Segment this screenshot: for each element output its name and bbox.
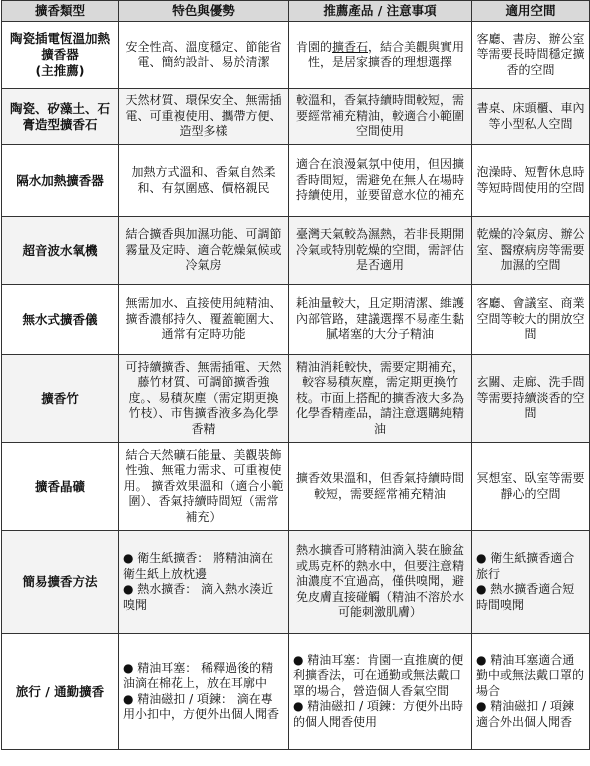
row-space: 客廳、會議室、商業空間等較大的開放空間 (472, 285, 590, 355)
row-type: 隔水加熱擴香器 (2, 145, 119, 217)
row-space: 客廳、書房、辦公室等需要長時間穩定擴香的空間 (472, 22, 590, 89)
row-type: 旅行 / 通勤擴香 (2, 634, 119, 750)
list-item: ● 熱水擴香適合短時間嗅聞 (476, 582, 585, 613)
table-row (2, 285, 590, 355)
row-recommend: 精油消耗較快，需要定期補充，較容易積灰塵，需定期更換竹枝。市面上搭配的擴香液大多為化學香精產品，請注意選購純精油 (289, 355, 472, 443)
row-type: 擴香竹 (2, 355, 119, 443)
row-space (472, 531, 590, 634)
row-features: 無需加水、直接使用純精油、擴香濃郁持久、覆蓋範圍大、通常有定時功能 (119, 285, 289, 355)
row-recommend: 較溫和，香氣持續時間較短，需要經常補充精油，較適合小範圍空間使用 (289, 89, 472, 145)
table-row (2, 355, 590, 443)
table-row (2, 634, 590, 750)
row-type: 陶瓷插電恆溫加熱擴香器 (主推薦) (2, 22, 119, 89)
row-type: 擴香晶礦 (2, 443, 119, 531)
diffuser-comparison-table (1, 0, 590, 750)
list-item: ● 衛生紙擴香適合旅行 (476, 551, 585, 582)
row-recommend (289, 634, 472, 750)
table-row (2, 22, 590, 89)
list-item: ● 精油耳塞： 稀釋過後的精油滴在棉花上，放在耳廓中 (123, 661, 284, 692)
row-space: 乾燥的冷氣房、辦公室、醫療病房等需要加濕的空間 (472, 217, 590, 285)
list-item: ● 精油耳塞適合通勤中或無法戴口罩的場合 (476, 653, 585, 700)
row-recommend: 耗油量較大，且定期清潔、維護內部管路，建議選擇不易產生黏膩堵塞的大分子精油 (289, 285, 472, 355)
row-features: 安全性高、溫度穩定、節能省電、簡約設計、易於清潔 (119, 22, 289, 89)
table-header-row (2, 1, 590, 22)
table-row (2, 89, 590, 145)
row-features: 結合天然礦石能量、美觀裝飾性強、無電力需求、可重複使用。 擴香效果溫和（適合小範圍）、香氣持續時間短（需常補充） (119, 443, 289, 531)
row-features (119, 634, 289, 750)
product-link[interactable]: 擴香石 (331, 39, 368, 54)
list-item: ● 精油磁扣 / 項鍊： 滴在專用小扣中，方便外出個人聞香 (123, 692, 284, 723)
table-row (2, 443, 590, 531)
row-space: 泡澡時、短暫休息時等短時間使用的空間 (472, 145, 590, 217)
row-type: 無水式擴香儀 (2, 285, 119, 355)
row-recommend: 適合在浪漫氣氛中使用，但因擴香時間短，需避免在無人在場時持續使用，並要留意水位的補充 (289, 145, 472, 217)
row-features: 可持續擴香、無需插電、天然藤竹材質、可調節擴香強度。、易積灰塵（需定期更換竹枝）、市售擴香液多為化學香精 (119, 355, 289, 443)
row-features (119, 531, 289, 634)
list-item: ● 衛生紙擴香： 將精油滴在衛生紙上放枕邊 (123, 551, 284, 582)
list-item: ● 熱水擴香： 滴入熱水湊近嗅聞 (123, 582, 284, 613)
table-row (2, 217, 590, 285)
row-space: 書桌、床頭櫃、車內等小型私人空間 (472, 89, 590, 145)
row-type: 超音波水氧機 (2, 217, 119, 285)
row-recommend: 臺灣天氣較為濕熱，若非長期開冷氣或特別乾燥的空間，需評估是否適用 (289, 217, 472, 285)
list-item: ● 精油耳塞：肯園一直推廣的便利擴香法，可在通勤或無法戴口罩的場合，營造個人香氣空間 (293, 653, 467, 700)
table-row (2, 531, 590, 634)
header-features: 特色與優勢 (119, 1, 289, 22)
row-features: 天然材質、環保安全、無需插電、可重複使用、攜帶方便、造型多樣 (119, 89, 289, 145)
row-recommend: 肯園的擴香石，結合美觀與實用性，是居家擴香的理想選擇 (289, 22, 472, 89)
row-type: 簡易擴香方法 (2, 531, 119, 634)
row-space (472, 634, 590, 750)
row-space: 玄關、走廊、洗手間等需要持續淡香的空間 (472, 355, 590, 443)
header-space: 適用空間 (472, 1, 590, 22)
row-recommend: 熱水擴香可將精油滴入裝在臉盆或馬克杯的熱水中，但要注意精油濃度不宜過高，僅供嗅聞，避免皮膚直接碰觸（精油不溶於水可能刺激肌膚） (289, 531, 472, 634)
row-recommend: 擴香效果溫和，但香氣持續時間較短，需要經常補充精油 (289, 443, 472, 531)
list-item: ● 精油磁扣 / 項鍊：方便外出時的個人聞香使用 (293, 699, 467, 730)
header-recommend: 推薦產品 / 注意事項 (289, 1, 472, 22)
table-row (2, 145, 590, 217)
list-item: ● 精油磁扣 / 項鍊適合外出個人聞香 (476, 699, 585, 730)
row-type: 陶瓷、矽藻土、石膏造型擴香石 (2, 89, 119, 145)
row-features: 結合擴香與加濕功能、可調節霧量及定時、適合乾燥氣候或冷氣房 (119, 217, 289, 285)
row-features: 加熱方式溫和、香氣自然柔和、有氛圍感、價格親民 (119, 145, 289, 217)
row-space: 冥想室、臥室等需要靜心的空間 (472, 443, 590, 531)
header-type: 擴香類型 (2, 1, 119, 22)
